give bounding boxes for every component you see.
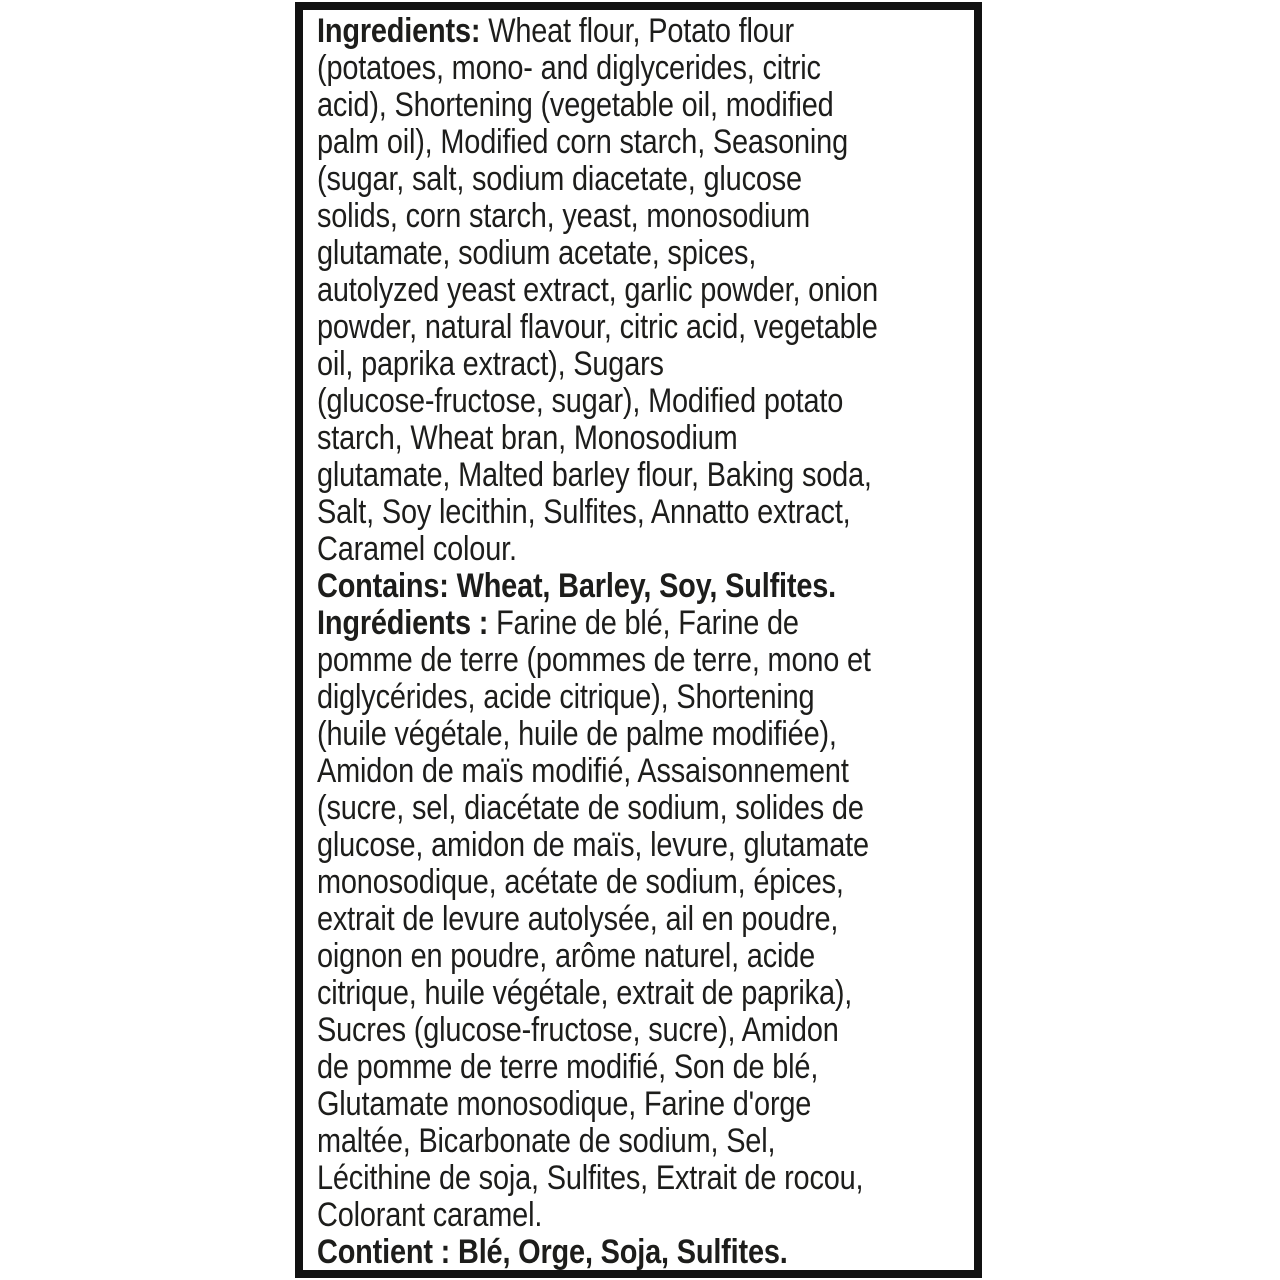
text-line [317,975,982,1012]
text-line-regular: glutamate, Malted barley flour, Baking soda, [317,456,872,494]
text-line-regular: glutamate, sodium acetate, spices, [317,234,757,272]
text-line [317,1012,982,1049]
ingredients-panel [295,2,982,1278]
text-line-regular: (potatoes, mono- and diglycerides, citric [317,49,821,87]
text-line [317,864,982,901]
text-line [317,1197,982,1234]
text-line [317,309,982,346]
text-line [317,198,982,235]
ingredients-text [317,13,982,1271]
text-line [317,124,982,161]
text-line [317,50,982,87]
text-line-regular: Sucres (glucose-fructose, sucre), Amidon [317,1011,839,1049]
text-line-regular: palm oil), Modified corn starch, Seasoning [317,123,848,161]
text-line-regular: maltée, Bicarbonate de sodium, Sel, [317,1122,776,1160]
text-line [317,1160,982,1197]
text-line [317,13,982,50]
text-line-regular: starch, Wheat bran, Monosodium [317,419,738,457]
text-line [317,790,982,827]
text-line [317,494,982,531]
text-line [317,87,982,124]
text-line-regular: powder, natural flavour, citric acid, vegetable [317,308,878,346]
text-line [317,161,982,198]
text-line-regular: Salt, Soy lecithin, Sulfites, Annatto extract, [317,493,851,531]
text-line-regular: de pomme de terre modifié, Son de blé, [317,1048,819,1086]
text-line-bold: Ingrédients : [317,604,497,642]
text-line-bold: Contains: Wheat, Barley, Soy, Sulfites. [317,567,837,605]
text-line [317,1086,982,1123]
text-line [317,827,982,864]
text-line-regular: Glutamate monosodique, Farine d'orge [317,1085,812,1123]
text-line-regular: diglycérides, acide citrique), Shortening [317,678,815,716]
text-line-bold: Contient : Blé, Orge, Soja, Sulfites. [317,1233,788,1271]
text-line [317,642,982,679]
text-line [317,679,982,716]
text-line-regular: Lécithine de soja, Sulfites, Extrait de rocou, [317,1159,864,1197]
text-line [317,383,982,420]
text-line-regular: Farine de blé, Farine de [496,604,799,642]
text-line [317,1123,982,1160]
text-line [317,235,982,272]
text-line-regular: oil, paprika extract), Sugars [317,345,664,383]
text-line-regular: (sucre, sel, diacétate de sodium, solides de [317,789,864,827]
text-line-regular: monosodique, acétate de sodium, épices, [317,863,844,901]
text-line [317,346,982,383]
text-line-regular: Amidon de maïs modifié, Assaisonnement [317,752,849,790]
text-line [317,420,982,457]
text-line-regular: Colorant caramel. [317,1196,543,1234]
text-line [317,1049,982,1086]
text-line-regular: (sugar, salt, sodium diacetate, glucose [317,160,802,198]
text-line [317,1234,982,1271]
text-line-regular: pomme de terre (pommes de terre, mono et [317,641,871,679]
text-line-regular: solids, corn starch, yeast, monosodium [317,197,811,235]
text-line [317,272,982,309]
text-line [317,716,982,753]
text-line [317,457,982,494]
text-line-regular: glucose, amidon de maïs, levure, glutamate [317,826,869,864]
text-line-regular: Caramel colour. [317,530,517,568]
text-line-regular: (huile végétale, huile de palme modifiée), [317,715,837,753]
text-line-bold: Ingredients: [317,12,489,50]
text-line-regular: citrique, huile végétale, extrait de paprika), [317,974,853,1012]
text-line [317,531,982,568]
text-line [317,938,982,975]
text-line-regular: extrait de levure autolysée, ail en poudre, [317,900,839,938]
text-line-regular: (glucose-fructose, sugar), Modified potato [317,382,844,420]
text-line [317,753,982,790]
text-line-regular: acid), Shortening (vegetable oil, modified [317,86,834,124]
text-line [317,605,982,642]
text-line-regular: autolyzed yeast extract, garlic powder, onion [317,271,879,309]
text-line-regular: Wheat flour, Potato flour [488,12,795,50]
text-line [317,568,982,605]
text-line [317,901,982,938]
text-line-regular: oignon en poudre, arôme naturel, acide [317,937,816,975]
